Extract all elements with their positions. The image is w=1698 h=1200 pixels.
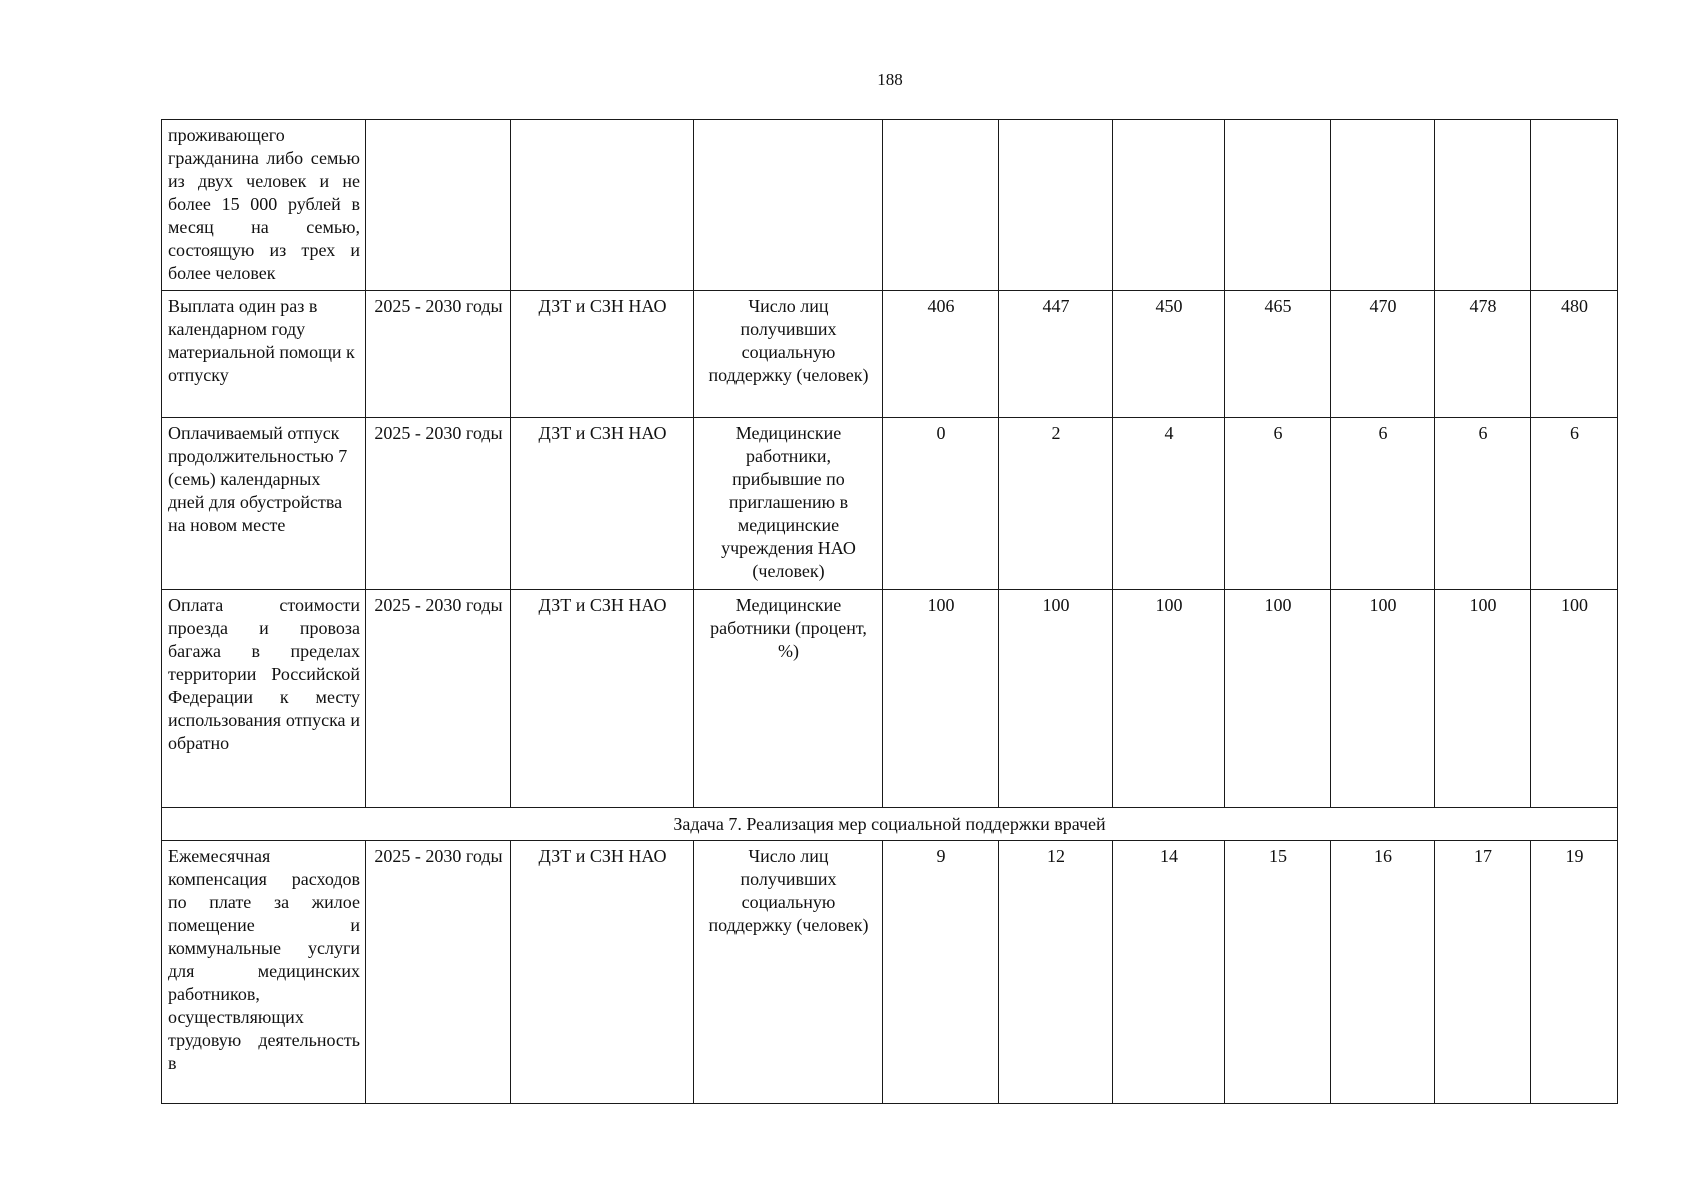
value-cell: 12: [999, 841, 1113, 1104]
empty-cell: [999, 120, 1113, 291]
empty-cell: [883, 120, 999, 291]
value-cell: 9: [883, 841, 999, 1104]
value-cell: 6: [1531, 418, 1618, 590]
empty-cell: [1531, 120, 1618, 291]
value-cell: 406: [883, 291, 999, 418]
value-cell: 15: [1225, 841, 1331, 1104]
value-cell: 17: [1435, 841, 1531, 1104]
table-row: [162, 418, 1618, 590]
page-number: 188: [877, 70, 903, 89]
executor-cell: ДЗТ и СЗН НАО: [511, 590, 694, 808]
program-measures-table: [161, 119, 1618, 1104]
value-cell: 4: [1113, 418, 1225, 590]
task-title: Задача 7. Реализация мер социальной поддержки врачей: [162, 808, 1618, 841]
table-row: [162, 291, 1618, 418]
measure-cell: Оплата стоимости проезда и провоза багажа в пределах территории Российской Федерации к месту использования отпуска и обратно: [162, 590, 366, 808]
value-cell: 6: [1435, 418, 1531, 590]
measure-cell: Ежемесячная компенсация расходов по плате за жилое помещение и коммунальные услуги для медицинских работников, осуществляющих трудовую деятельность в: [162, 841, 366, 1104]
value-cell: 100: [1113, 590, 1225, 808]
indicator-cell: Медицинские работники (процент, %): [694, 590, 883, 808]
value-cell: 470: [1331, 291, 1435, 418]
value-cell: 14: [1113, 841, 1225, 1104]
value-cell: 450: [1113, 291, 1225, 418]
executor-cell: ДЗТ и СЗН НАО: [511, 291, 694, 418]
measure-cell: Выплата один раз в календарном году материальной помощи к отпуску: [162, 291, 366, 418]
period-cell: 2025 - 2030 годы: [366, 418, 511, 590]
empty-cell: [511, 120, 694, 291]
period-cell: 2025 - 2030 годы: [366, 291, 511, 418]
empty-cell: [1113, 120, 1225, 291]
executor-cell: ДЗТ и СЗН НАО: [511, 418, 694, 590]
measure-cell: проживающего гражданина либо семью из двух человек и не более 15 000 рублей в месяц на семью, состоящую из трех и более человек: [162, 120, 366, 291]
value-cell: 0: [883, 418, 999, 590]
value-cell: 100: [1435, 590, 1531, 808]
indicator-cell: Число лиц получивших социальную поддержку (человек): [694, 291, 883, 418]
value-cell: 480: [1531, 291, 1618, 418]
value-cell: 100: [883, 590, 999, 808]
table-row: [162, 120, 1618, 291]
period-cell: 2025 - 2030 годы: [366, 841, 511, 1104]
task-heading-row: [162, 808, 1618, 841]
empty-cell: [1435, 120, 1531, 291]
value-cell: 6: [1331, 418, 1435, 590]
table-row: [162, 590, 1618, 808]
value-cell: 2: [999, 418, 1113, 590]
table-row: [162, 841, 1618, 1104]
value-cell: 447: [999, 291, 1113, 418]
executor-cell: ДЗТ и СЗН НАО: [511, 841, 694, 1104]
value-cell: 465: [1225, 291, 1331, 418]
value-cell: 100: [999, 590, 1113, 808]
value-cell: 19: [1531, 841, 1618, 1104]
empty-cell: [694, 120, 883, 291]
value-cell: 16: [1331, 841, 1435, 1104]
value-cell: 6: [1225, 418, 1331, 590]
value-cell: 100: [1331, 590, 1435, 808]
value-cell: 100: [1225, 590, 1331, 808]
value-cell: 478: [1435, 291, 1531, 418]
value-cell: 100: [1531, 590, 1618, 808]
empty-cell: [1331, 120, 1435, 291]
indicator-cell: Число лиц получивших социальную поддержку (человек): [694, 841, 883, 1104]
empty-cell: [1225, 120, 1331, 291]
period-cell: 2025 - 2030 годы: [366, 590, 511, 808]
measure-cell: Оплачиваемый отпуск продолжительностью 7 (семь) календарных дней для обустройства на новом месте: [162, 418, 366, 590]
indicator-cell: Медицинские работники, прибывшие по приглашению в медицинские учреждения НАО (человек): [694, 418, 883, 590]
empty-cell: [366, 120, 511, 291]
